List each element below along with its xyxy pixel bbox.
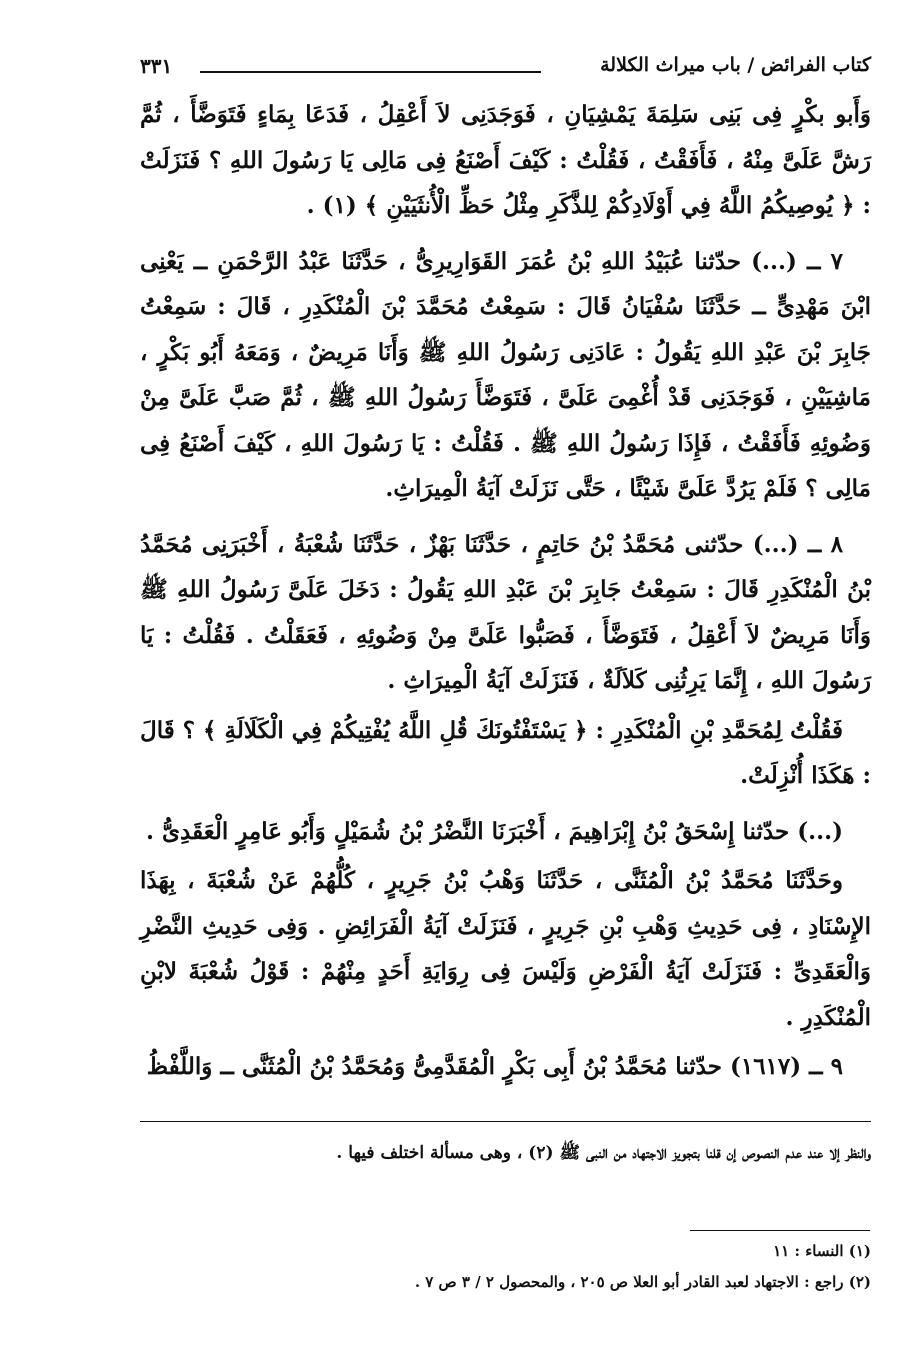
- footnotes: [140, 1236, 871, 1298]
- footnote-2: (٢) راجع : الاجتهاد لعبد القادر أبو العلا ص ٢٠٥ ، والمحصول ٢ / ٣ ص ٧ .: [414, 1273, 871, 1291]
- page-header: [140, 46, 871, 86]
- paragraph-question: فَقُلْتُ لِمُحَمَّدِ بْنِ الْمُنْكَدِرِ : ﴿ يَسْتَفْتُونَكَ قُلِ اللَّهُ يُفْتِيكُمْ فِي الْكَلَالَةِ ﴾ ؟ قَالَ : هَكَذَا أُنْزِلَتْ.: [140, 716, 871, 789]
- running-title: كتاب الفرائض / باب ميراث الكلالة: [600, 54, 871, 76]
- hadith-7: ٧ ــ (...) حدّثنا عُبَيْدُ اللهِ بْنُ عُمَرَ القَوَارِيرِىُّ ، حَدَّثَنَا عَبْدُ الرَّحْمَنِ ــ يَعْنِى ابْنَ مَهْدِىٍّ ــ حَدَّثَنَا سُفْيَانُ قَالَ : سَمِعْتُ مُحَمَّدَ بْنَ الْمُنْكَدِرِ ، قَالَ : سَمِعْتُ جَابِرَ بْنَ عَبْدِ اللهِ يَقُولُ : عَادَنِى رَسُولُ اللهِ ﷺ وَأَنَا مَرِيضٌ ، وَمَعَهُ أَبُو بَكْرٍ ، مَاشِيَيْنِ ، فَوَجَدَنِى قَدْ أُغْمِىَ عَلَىَّ ، فَتَوَضَّأَ رَسُولُ اللهِ ﷺ ، ثُمَّ صَبَّ عَلَىَّ مِنْ وَضُوئِهِ فَأَفَقْتُ ، فَإِذَا رَسُولُ اللهِ ﷺ . فَقُلْتُ : يَا رَسُولَ اللهِ ، كَيْفَ أَصْنَعُ فِى مَالِى ؟ فَلَمْ يَرُدَّ عَلَىَّ شَيْئًا ، حَتَّى نَزَلَتْ آيَةُ الْمِيرَاثِ.: [140, 247, 871, 502]
- footnote-divider: [690, 1230, 870, 1231]
- chain-2: وحَدَّثَنَا مُحَمَّدُ بْنُ الْمُثَنَّى ، حَدَّثَنَا وَهْبُ بْنُ جَرِيرٍ ، كُلُّهُمْ عَنْ شُعْبَةَ ، بِهَذَا الإِسْنَادِ ، فِى حَدِيثِ وَهْبِ بْنِ جَرِيرٍ ، فَنَزَلَتْ آيَةُ الْفَرَائِضِ . وَفِى حَدِيثِ النَّضْرِ وَالْعَقَدِىِّ : فَنَزَلَتْ آيَةُ الْفَرْضِ وَلَيْسَ فِى رِوَايَةِ أَحَدٍ مِنْهُمْ : قَوْلُ شُعْبَةَ لابْنِ الْمُنْكَدِرِ .: [140, 867, 871, 1031]
- page-number: ٣٣١: [140, 54, 173, 78]
- paragraph-continuation: وَأَبو بكْرٍ فِى بَنِى سَلِمَةَ يَمْشِيَانِ ، فَوَجَدَنِى لاَ أَعْقِلُ ، فَدَعَا بِمَاءٍ فَتَوَضَّأَ ، ثُمَّ رَشَّ عَلَىَّ مِنْهُ ، فَأَفَقْتُ ، فَقُلْتُ : كَيْفَ أَصْنَعُ فِى مَالِى يَا رَسُولَ اللهِ ؟ فَنَزَلَتْ : ﴿ يُوصِيكُمُ اللَّهُ فِي أَوْلَادِكُمْ لِلذَّكَرِ مِثْلُ حَظِّ الْأُنثَيَيْنِ ﴾ (١) .: [140, 101, 871, 219]
- hadith-9: ٩ ــ (١٦١٧) حدّثنا مُحَمَّدُ بْنُ أَبِى بَكْرٍ الْمُقَدَّمِىُّ وَمُحَمَّدُ بْنُ الْمُثَنَّى ــ وَاللَّفْظُ: [146, 1053, 843, 1080]
- footnote-1: (١) النساء : ١١: [773, 1242, 871, 1260]
- chain-1: (...) حدّثنا إِسْحَقُ بْنُ إِبْرَاهِيمَ ، أَخْبَرَنَا النَّضْرُ بْنُ شُمَيْلٍ وَأَبُو عَامِرٍ الْعَقَدِىُّ .: [146, 817, 843, 845]
- header-rule: [200, 71, 541, 73]
- commentary-text: والنظر إلا عند عدم النصوص إن قلنا بتجويز الاجتهاد من النبى ﷺ (٢) ، وهى مسألة اختلف فيها .: [336, 1143, 871, 1163]
- footer-divider: [140, 1121, 871, 1122]
- hadith-8: ٨ ــ (...) حدّثنى مُحَمَّدُ بْنُ حَاتِمٍ ، حَدَّثَنَا بَهْزٌ ، حَدَّثَنَا شُعْبَةُ ، أَخْبَرَنِى مُحَمَّدُ بْنُ الْمُنْكَدِرِ قَالَ : سَمِعْتُ جَابِرَ بْنَ عَبْدِ اللهِ يَقُولُ : دَخَلَ عَلَىَّ رَسُولُ اللهِ ﷺ وَأَنَا مَرِيضٌ لاَ أَعْقِلُ ، فَتَوَضَّأَ ، فَصَبُّوا عَلَىَّ مِنْ وَضُوئِهِ ، فَعَقَلْتُ . فَقُلْتُ : يَا رَسُولَ اللهِ ، إِنَّمَا يَرِثُنِى كَلاَلَةٌ ، فَنَزَلَتْ آيَةُ الْمِيرَاثِ .: [140, 530, 871, 694]
- main-text: [140, 92, 871, 1094]
